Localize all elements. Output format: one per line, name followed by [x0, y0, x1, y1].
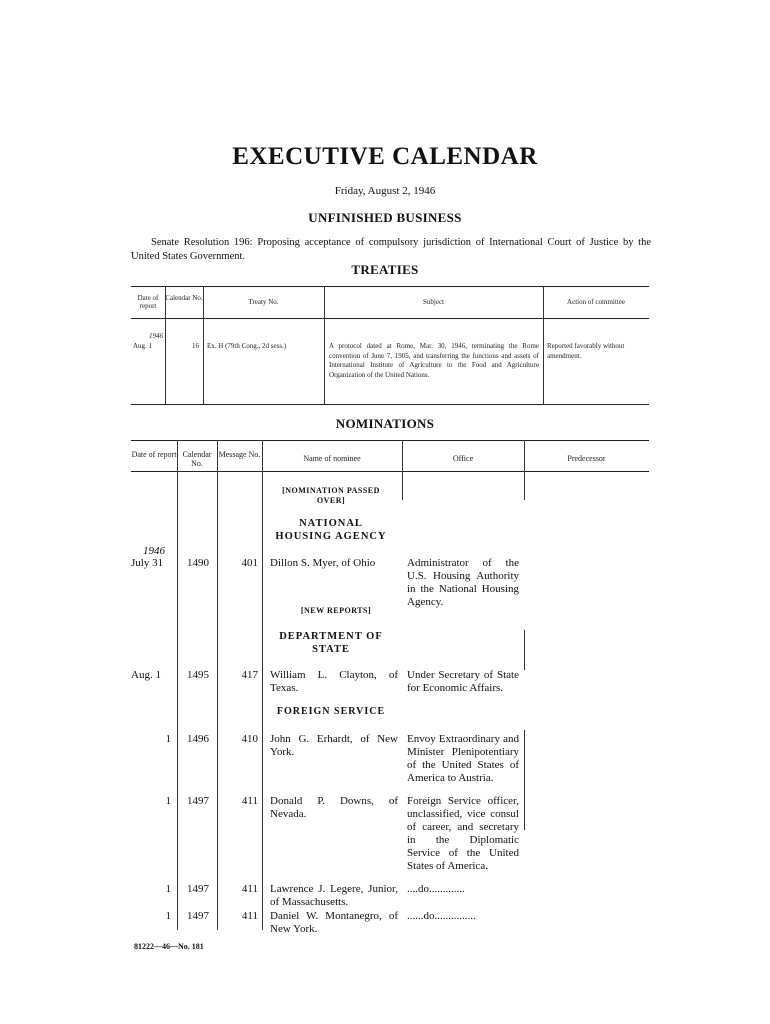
nomination-3-office: Envoy Extraordinary and Minister Plenipotentiary of the United States of America to Austria. — [407, 733, 519, 784]
print-code-footer: 81222—46—No. 181 — [134, 942, 204, 951]
nominations-table — [131, 440, 649, 940]
treaties-col-treaty-no: Treaty No. — [248, 298, 279, 306]
nomination-6-date: 1 — [165, 910, 171, 922]
nomination-4-office: Foreign Service officer, unclassified, vice consul of career, and secretary in the Diplomatic Service of the United States of America. — [407, 795, 519, 872]
nomination-2-office: Under Secretary of State for Economic Affairs. — [407, 669, 519, 694]
nomination-3-date: 1 — [165, 733, 171, 745]
nomination-5-message-no: 411 — [241, 883, 258, 895]
nomination-6-name: Daniel W. Montanegro, of New York. — [270, 910, 398, 935]
nomination-2-name: William L. Clayton, of Texas. — [270, 669, 398, 694]
nominations-col-name: Name of nominee — [303, 454, 361, 463]
nomination-6-calendar-no: 1497 — [187, 910, 209, 922]
nomination-3-calendar-no: 1496 — [187, 733, 209, 745]
nomination-2-date: Aug. 1 — [131, 669, 161, 681]
treaties-table — [131, 286, 649, 406]
nomination-5-calendar-no: 1497 — [187, 883, 209, 895]
nomination-4-message-no: 411 — [241, 795, 258, 807]
nominations-year: 1946 — [143, 545, 165, 557]
nomination-passed-over-note: [NOMINATION PASSED OVER] — [282, 486, 380, 505]
nomination-6-office: ......do............... — [407, 910, 476, 922]
nomination-1-message-no: 401 — [241, 557, 258, 569]
treaty-report-date: Aug. 1 — [133, 342, 153, 350]
nomination-5-office-ditto: do — [418, 883, 429, 895]
treaties-col-date: Date of report — [137, 294, 159, 310]
nomination-6-message-no: 411 — [241, 910, 258, 922]
agency-heading-state: DEPARTMENT OF STATE — [279, 631, 383, 655]
unfinished-business-text: Senate Resolution 196: Proposing acceptance of compulsory jurisdiction of International Court of Justice by the United States Government. — [131, 237, 651, 262]
nomination-3-message-no: 410 — [241, 733, 258, 745]
treaty-subject: A protocol dated at Rome, Mar. 30, 1946, terminating the Rome convention of June 7, 1905, and transferring the functions and assets of International Institute of Agriculture to the Food and Agriculture Organization of the United Nations. — [329, 342, 539, 379]
nomination-5-date: 1 — [165, 883, 171, 895]
treaties-heading: TREATIES — [351, 262, 419, 277]
nomination-1-name: Dillon S. Myer, of Ohio — [270, 557, 376, 569]
nominations-col-office: Office — [452, 454, 474, 463]
treaty-year: 1946 — [149, 332, 163, 340]
nomination-5-office: ....do............. — [407, 883, 465, 895]
nominations-col-predecessor: Predecessor — [567, 454, 606, 463]
page-title: EXECUTIVE CALENDAR — [232, 143, 538, 170]
nomination-6-office-ditto: do — [423, 910, 435, 922]
nomination-4-name: Donald P. Downs, of Nevada. — [270, 795, 398, 820]
nominations-col-calendar: Calendar No. — [182, 450, 212, 468]
nomination-1-date: July 31 — [131, 557, 164, 569]
nomination-1-calendar-no: 1490 — [187, 557, 209, 569]
nomination-1-office: Administrator of the U.S. Housing Authority in the National Housing Agency. — [407, 557, 519, 608]
treaty-calendar-no: 16 — [192, 342, 199, 350]
nomination-5-name: Lawrence J. Legere, Junior, of Massachusetts. — [270, 883, 398, 908]
nomination-3-name: John G. Erhardt, of New York. — [270, 733, 398, 758]
treaties-col-calendar: Calendar No. — [165, 294, 203, 302]
nominations-heading: NOMINATIONS — [335, 416, 435, 431]
nomination-4-calendar-no: 1497 — [187, 795, 209, 807]
treaties-col-action: Action of committee — [567, 298, 625, 306]
treaty-number: Ex. H (79th Cong., 2d sess.) — [207, 342, 287, 350]
treaty-action: Reported favorably without amendment. — [547, 342, 625, 360]
unfinished-business-heading: UNFINISHED BUSINESS — [308, 210, 462, 225]
nomination-2-message-no: 417 — [241, 669, 258, 681]
nominations-col-date: Date of report — [131, 450, 177, 459]
nomination-4-date: 1 — [165, 795, 171, 807]
nomination-2-calendar-no: 1495 — [187, 669, 209, 681]
calendar-date: Friday, August 2, 1946 — [334, 185, 436, 197]
treaties-col-subject: Subject — [423, 298, 444, 306]
agency-heading-housing: NATIONAL HOUSING AGENCY — [275, 518, 387, 542]
new-reports-note: [NEW REPORTS] — [300, 606, 372, 615]
nominations-col-message: Message No. — [218, 450, 261, 459]
agency-heading-foreign-service: FOREIGN SERVICE — [276, 706, 386, 717]
